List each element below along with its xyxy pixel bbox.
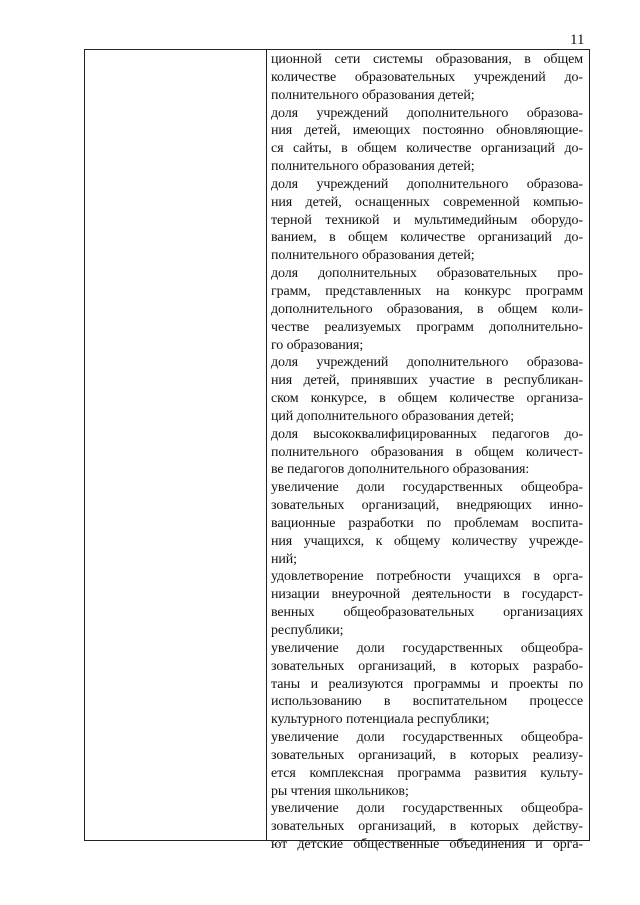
document-table — [84, 49, 590, 853]
text-line: количестве образовательных учреждений до- — [271, 69, 583, 85]
text-line: грамм, представленных на конкурс программ — [271, 283, 583, 299]
text-line: венных общеобразовательных организациях — [271, 605, 583, 621]
page-number: 11 — [570, 32, 585, 48]
text-line: терной техникой и мультимедийным оборудо- — [271, 212, 583, 228]
text-line: таны и реализуются программы и проекты по — [271, 676, 583, 692]
text-line: ционной сети системы образования, в общем — [271, 52, 583, 67]
text-line: зовательных организаций, в которых действу- — [271, 819, 583, 835]
text-line: полнительного образования детей; — [271, 248, 475, 264]
table-right-cell — [271, 51, 583, 854]
text-line: зовательных организаций, в которых реализу- — [271, 747, 583, 763]
text-line: ния детей, имеющих постоянно обновляющие- — [271, 123, 583, 139]
text-line: низации внеурочной деятельности в государст- — [271, 587, 583, 603]
text-line: ся сайты, в общем количестве организаций до- — [271, 141, 583, 157]
text-line: республики; — [271, 623, 344, 638]
text-line: культурного потенциала республики; — [271, 712, 490, 728]
text-line: полнительного образования детей; — [271, 87, 475, 103]
text-line: ций дополнительного образования детей; — [271, 408, 515, 424]
text-line: увеличение доли государственных общеобра- — [271, 480, 583, 496]
text-line: ний; — [271, 551, 297, 567]
text-line: ют детские общественные объединения и орга- — [271, 837, 583, 853]
text-line: ры чтения школьников; — [271, 783, 409, 799]
text-line: ве педагогов дополнительного образования: — [271, 462, 530, 478]
table-left-cell — [85, 50, 266, 840]
text-line: доля дополнительных образовательных про- — [271, 266, 583, 282]
text-line: доля учреждений дополнительного образова- — [271, 355, 583, 371]
text-line: ния учащихся, к общему количеству учрежде- — [271, 533, 583, 549]
text-line: зовательных организаций, в которых разрабо- — [271, 658, 583, 674]
text-line: ском конкурсе, в общем количестве организа- — [271, 391, 583, 407]
text-line: доля учреждений дополнительного образова- — [271, 176, 583, 192]
text-line: вационные разработки по проблемам воспита- — [271, 515, 583, 531]
text-line: ется комплексная программа развития культу- — [271, 765, 583, 781]
text-line: использованию в воспитательном процессе — [271, 694, 583, 710]
column-divider — [266, 50, 267, 840]
text-line: го образования; — [271, 337, 364, 353]
text-line: увеличение доли государственных общеобра- — [271, 730, 583, 746]
text-line: полнительного образования детей; — [271, 159, 475, 175]
text-line: увеличение доли государственных общеобра- — [271, 801, 583, 817]
text-line: ванием, в общем количестве организаций до- — [271, 230, 583, 246]
text-line: увеличение доли государственных общеобра- — [271, 640, 583, 656]
text-line: удовлетворение потребности учащихся в орга- — [271, 569, 583, 585]
text-line: доля учреждений дополнительного образова- — [271, 105, 583, 121]
text-line: доля высококвалифицированных педагогов до- — [271, 426, 583, 442]
text-line: зовательных организаций, внедряющих инно- — [271, 498, 583, 514]
text-line: дополнительного образования, в общем коли- — [271, 301, 583, 317]
text-line: ния детей, оснащенных современной компью- — [271, 194, 583, 210]
text-line: полнительного образования в общем количест- — [271, 444, 583, 460]
text-line: ния детей, принявших участие в республикан- — [271, 373, 583, 389]
text-line: честве реализуемых программ дополнительно- — [271, 319, 583, 335]
